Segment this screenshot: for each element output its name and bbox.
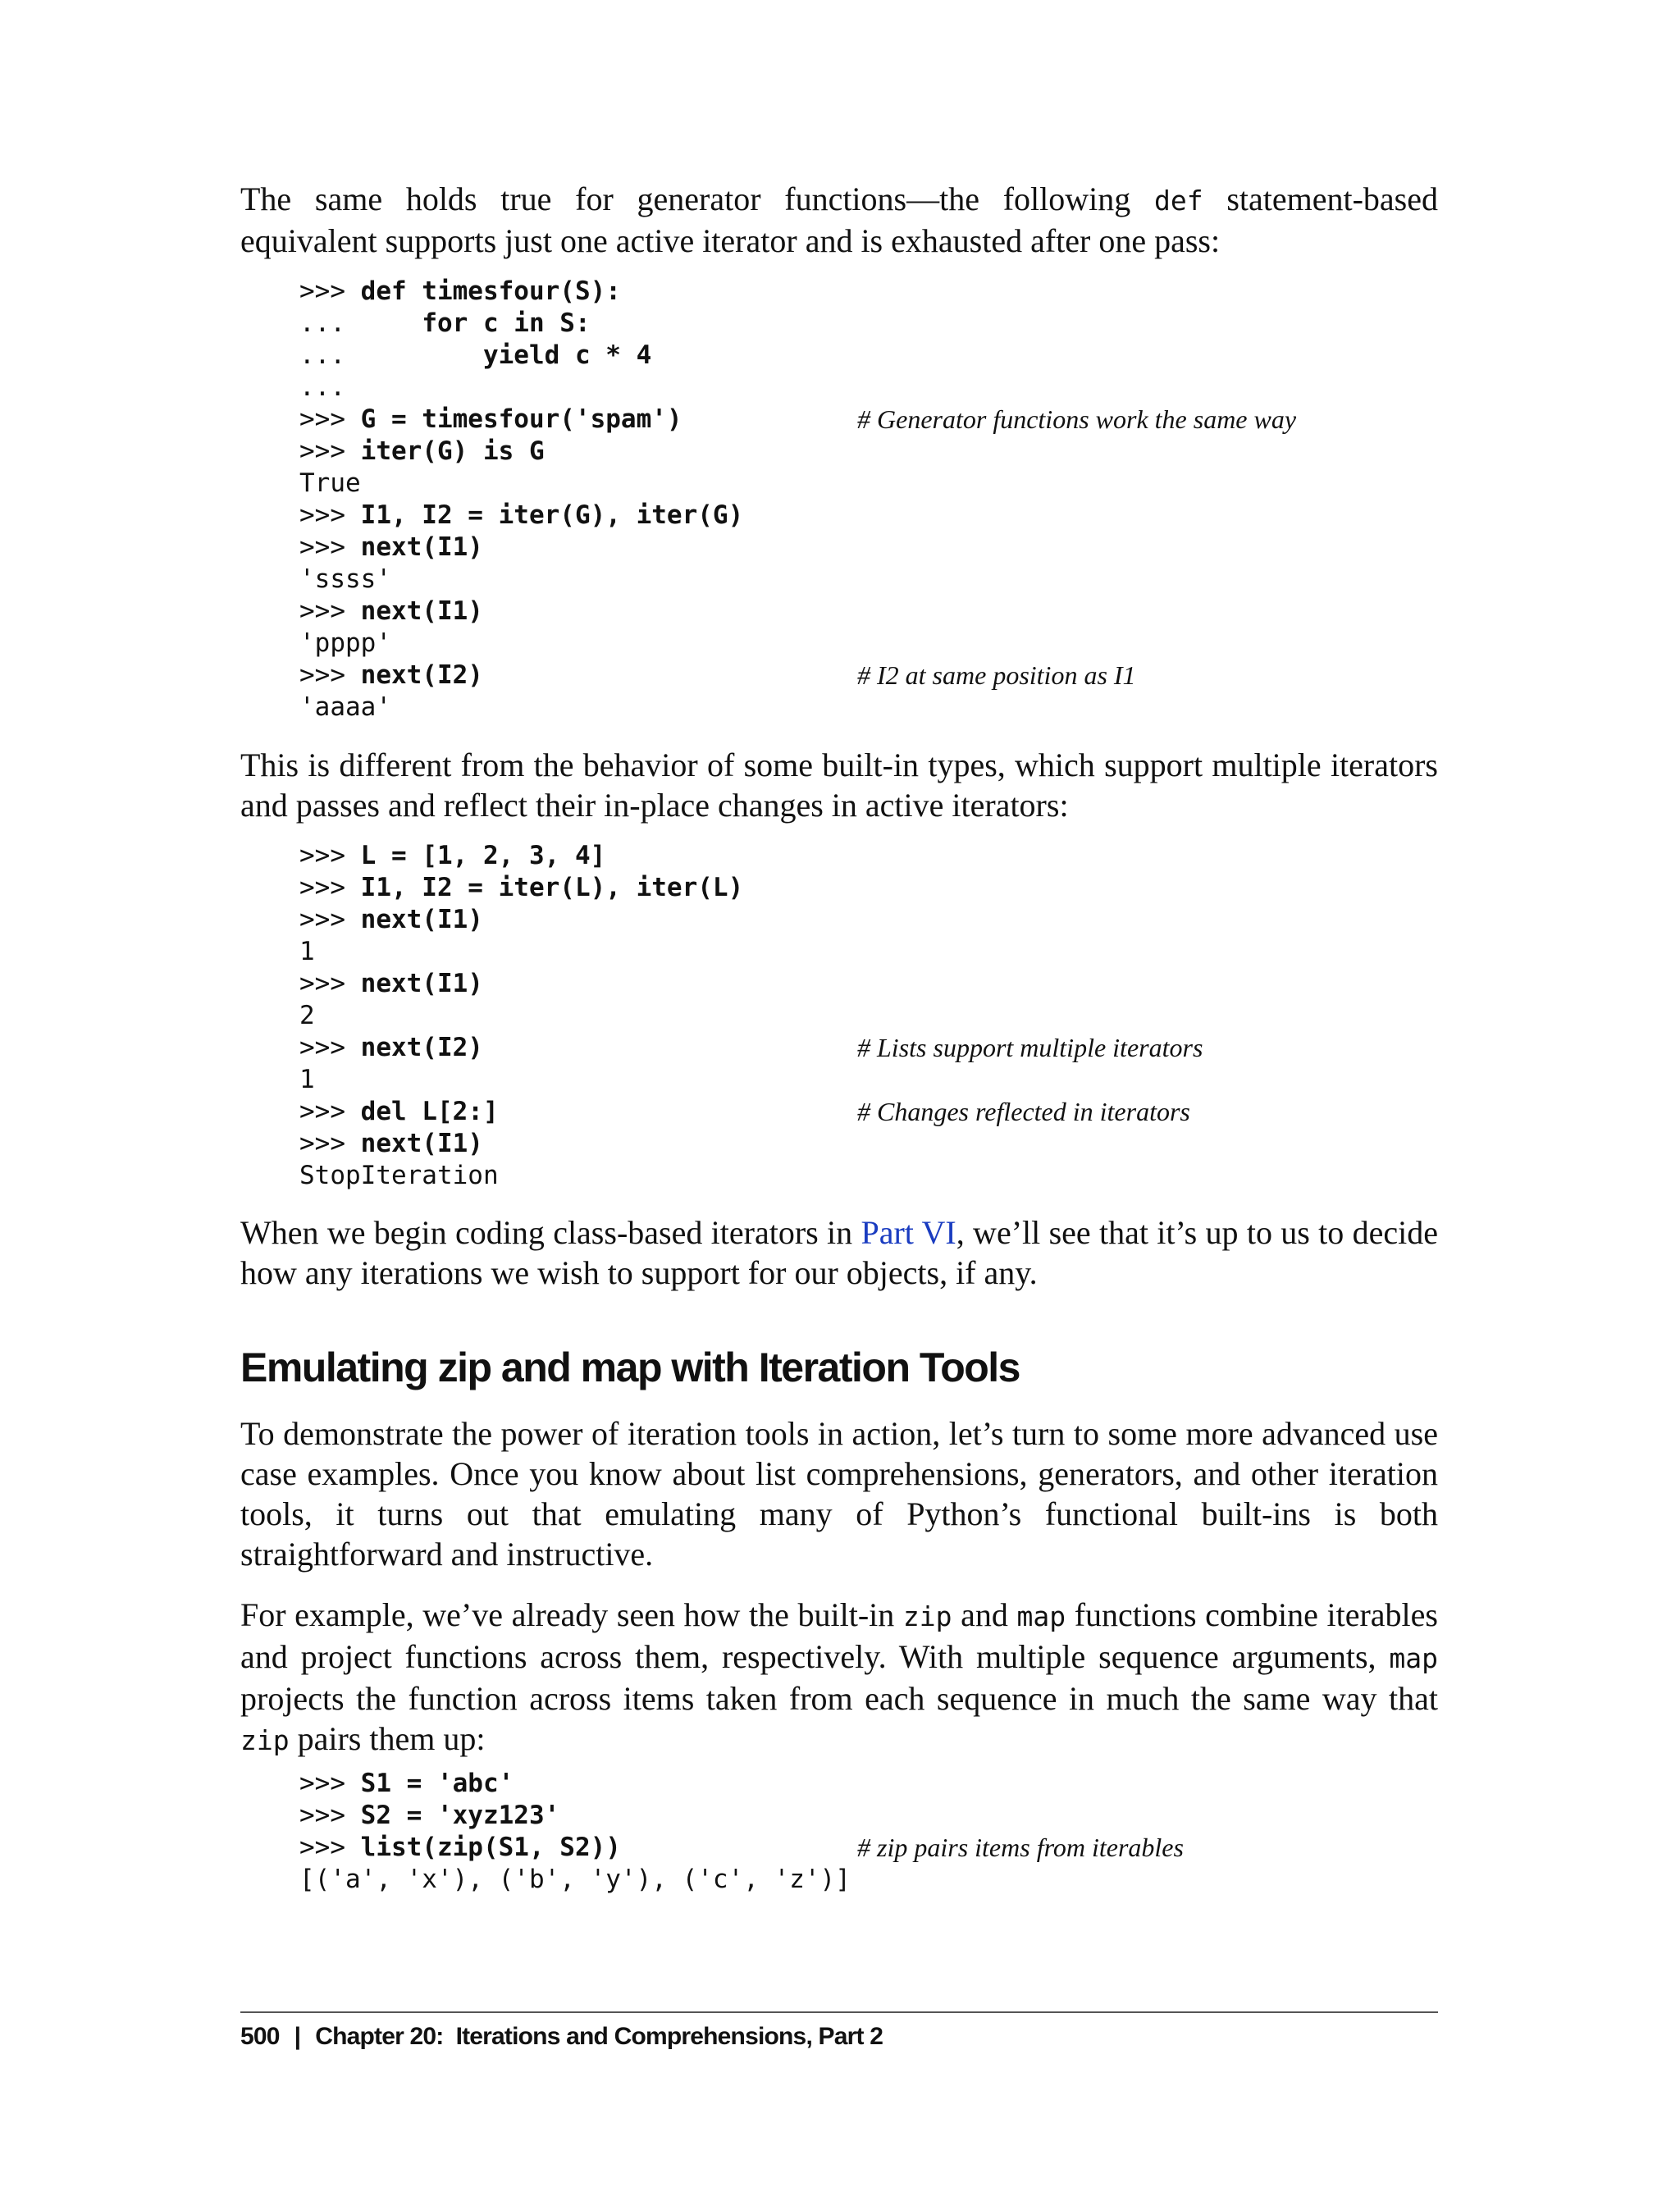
code-line: [299, 1064, 1440, 1096]
code-output: True: [299, 468, 361, 498]
code-comment: # Changes reflected in iterators: [857, 1097, 1190, 1126]
code-input: list(zip(S1, S2)): [360, 1833, 621, 1862]
code-output: StopIteration: [299, 1161, 499, 1190]
code-line: [299, 436, 1440, 468]
code-prompt: >>>: [299, 276, 361, 306]
code-prompt: >>>: [299, 404, 361, 434]
paragraph-text: projects the function across items taken from each sequence in much the same way that: [240, 1680, 1438, 1717]
inline-code: map: [1016, 1600, 1066, 1632]
code-line: [299, 872, 1440, 904]
code-prompt: ...: [299, 340, 483, 370]
code-comment: # zip pairs items from iterables: [857, 1833, 1184, 1862]
code-block-zip: [299, 1768, 1440, 1896]
code-line: [299, 1768, 1440, 1800]
code-input: next(I2): [360, 1033, 483, 1062]
paragraph-text: This is different from the behavior of some built-in types, which support multiple iterators and passes and reflect their in-place changes in active iterators:: [240, 746, 1438, 824]
paragraph-text: The same holds true for generator functions—the following: [240, 180, 1154, 217]
code-output: 'pppp': [299, 628, 391, 658]
code-output: [('a', 'x'), ('b', 'y'), ('c', 'z')]: [299, 1865, 851, 1894]
code-line: [299, 1000, 1440, 1032]
code-line: [299, 692, 1440, 724]
code-line: [299, 404, 1440, 436]
code-prompt: >>>: [299, 1801, 361, 1830]
paragraph-text: functions combine iterables and project functions across them, respectively. With multiple sequence arguments,: [240, 1596, 1438, 1675]
code-prompt: >>>: [299, 500, 361, 530]
code-line: [299, 596, 1440, 628]
code-output: 'aaaa': [299, 692, 391, 722]
code-input: L = [1, 2, 3, 4]: [360, 841, 606, 870]
code-line: [299, 276, 1440, 308]
code-block-list-iterators: [299, 840, 1440, 1192]
code-prompt: >>>: [299, 436, 361, 466]
code-input: next(I1): [360, 596, 483, 626]
code-line: [299, 1032, 1440, 1064]
code-comment: # I2 at same position as I1: [857, 660, 1136, 690]
code-output: 2: [299, 1001, 315, 1030]
paragraph-text: For example, we’ve already seen how the built-in: [240, 1596, 903, 1633]
code-prompt: >>>: [299, 1769, 361, 1798]
code-input: def timesfour(S):: [360, 276, 621, 306]
code-line: [299, 308, 1440, 340]
code-line: [299, 1160, 1440, 1192]
code-prompt: >>>: [299, 905, 361, 934]
code-prompt: >>>: [299, 841, 361, 870]
paragraph-text: , we’ll see that it’s up to us to decide how any iterations we wish to support for our objects, if any.: [240, 1214, 1438, 1291]
code-line: [299, 1800, 1440, 1832]
paragraph-class-based-iterators: [240, 1212, 1438, 1293]
code-prompt: >>>: [299, 596, 361, 626]
code-line: [299, 1832, 1440, 1864]
paragraph-text: pairs them up:: [289, 1720, 486, 1757]
paragraph-builtin-types: [240, 745, 1438, 825]
code-input: I1, I2 = iter(L), iter(L): [360, 873, 744, 902]
code-line: [299, 340, 1440, 372]
code-input: next(I1): [360, 532, 483, 562]
footer-divider: [240, 2011, 1438, 2013]
chapter-title: Chapter 20: Iterations and Comprehensions, Part 2: [315, 2023, 883, 2050]
code-output: 'ssss': [299, 564, 391, 594]
code-line: [299, 372, 1440, 404]
code-block-timesfour: [299, 276, 1440, 724]
code-line: [299, 904, 1440, 936]
paragraph-text: To demonstrate the power of iteration tools in action, let’s turn to some more advanced use case examples. Once you know about list comprehensions, generators, and other iteration tools, it turns out that emulating many of Python’s functional built-ins is both straightforward and instructive.: [240, 1415, 1438, 1573]
inline-code: zip: [902, 1600, 952, 1632]
code-line: [299, 1096, 1440, 1128]
paragraph-text: When we begin coding class-based iterators in: [240, 1214, 861, 1251]
code-prompt: >>>: [299, 873, 361, 902]
code-input: next(I1): [360, 969, 483, 998]
section-heading: Emulating zip and map with Iteration Tools: [240, 1344, 1020, 1390]
inline-code: map: [1389, 1642, 1438, 1674]
code-prompt: >>>: [299, 1129, 361, 1158]
code-line: [299, 468, 1440, 500]
code-input: next(I1): [360, 1129, 483, 1158]
code-line: [299, 500, 1440, 532]
code-input: G = timesfour('spam'): [360, 404, 682, 434]
code-line: [299, 936, 1440, 968]
code-input: yield c * 4: [482, 340, 652, 370]
code-prompt: ...: [299, 308, 422, 338]
code-prompt: >>>: [299, 660, 361, 690]
code-prompt: >>>: [299, 1833, 361, 1862]
part-vi-link[interactable]: Part VI: [861, 1214, 956, 1251]
code-output: 1: [299, 1065, 315, 1094]
inline-code: def: [1153, 185, 1203, 217]
code-line: [299, 968, 1440, 1000]
code-line: [299, 564, 1440, 596]
code-prompt: >>>: [299, 1097, 361, 1126]
paragraph-text: statement-based equivalent supports just one active iterator and is exhausted after one pass:: [240, 180, 1438, 259]
code-prompt: >>>: [299, 969, 361, 998]
code-input: next(I1): [360, 905, 483, 934]
code-line: [299, 660, 1440, 692]
code-comment: # Lists support multiple iterators: [857, 1033, 1203, 1062]
paragraph-zip-map: [240, 1595, 1438, 1760]
code-line: [299, 532, 1440, 564]
code-line: [299, 1864, 1440, 1896]
page-footer: [240, 2023, 883, 2051]
code-prompt: >>>: [299, 532, 361, 562]
code-prompt: >>>: [299, 1033, 361, 1062]
page-number: 500: [240, 2023, 280, 2050]
code-line: [299, 840, 1440, 872]
code-comment: # Generator functions work the same way: [857, 404, 1297, 434]
paragraph-text: and: [952, 1596, 1017, 1633]
code-prompt: ...: [299, 372, 345, 402]
code-input: for c in S:: [422, 308, 591, 338]
code-line: [299, 1128, 1440, 1160]
code-input: S1 = 'abc': [360, 1769, 514, 1798]
footer-separator: |: [294, 2023, 301, 2050]
paragraph-generator-functions: [240, 179, 1438, 261]
paragraph-iteration-tools: [240, 1413, 1438, 1574]
code-input: next(I2): [360, 660, 483, 690]
inline-code: zip: [240, 1724, 290, 1756]
code-input: I1, I2 = iter(G), iter(G): [360, 500, 744, 530]
code-input: del L[2:]: [360, 1097, 499, 1126]
code-output: 1: [299, 937, 315, 966]
code-input: S2 = 'xyz123': [360, 1801, 560, 1830]
code-input: iter(G) is G: [360, 436, 545, 466]
code-line: [299, 628, 1440, 660]
